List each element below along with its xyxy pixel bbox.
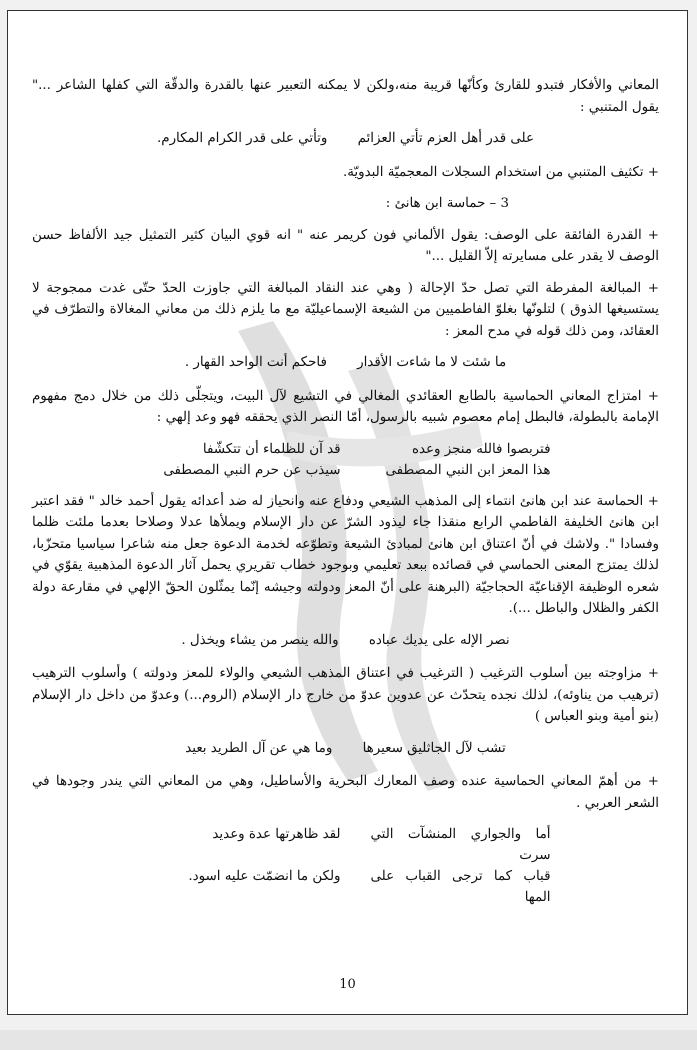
verse-line: [32, 128, 659, 150]
verse-hemistich: ما شئت لا ما شاءت الأقدار: [357, 355, 507, 370]
paragraph-bedouin-lexicon: + تكثيف المتنبي من استخدام السجلات المعجميّة البدويّة.: [342, 164, 659, 180]
verse-hemistich: قباب كما ترجى القباب على المها: [370, 869, 551, 905]
verse-hemistich: نصر الإله على يديك عباده: [368, 632, 510, 648]
verse-hemistich: ولكن ما انضمّت عليه اسود.: [188, 869, 341, 884]
verse-hemistich: سيذب عن حرم النبي المصطفى: [163, 462, 341, 478]
paragraph-description: + القدرة الفائقة على الوصف: يقول الألماني فون كريمر عنه " انه قوي البيان كثير التمثيل جيد الألفاظ حسن الوصف لا يقدر على مسايرته إلاّ القليل ...": [32, 227, 659, 264]
verse-line: [32, 352, 659, 374]
document-page: [7, 10, 688, 1015]
verse-hemistich: على قدر أهل العزم تأتي العزائم: [357, 131, 534, 146]
verse-hemistich: فتربصوا فالله منجز وعده: [412, 441, 551, 457]
viewer-bottom-bar: [0, 1030, 697, 1050]
verse-block: [32, 824, 659, 908]
paragraph-doctrine: + امتزاج المعاني الحماسية بالطابع العقائدي المغالي في التشيع لآل البيت، ويتجلّى ذلك من خلال دمج مفهوم الإمامة بالبطولة، فالبطل إمام معصوم شبيه بالرسول، أمّا النصر الذي يحققه فهو وعد إلهي :: [32, 388, 659, 425]
paragraph-intro: المعاني والأفكار فتبدو للقارئ وكأنّها قريبة منه،ولكن لا يمكنه التعبير عنها بالقدرة والدقّة التي كفلها الشاعر ..." يقول المتنبي :: [32, 78, 659, 115]
verse-hemistich: وتأتي على قدر الكرام المكارم.: [157, 131, 328, 146]
document-body: [32, 75, 659, 918]
verse-hemistich: لقد ظاهرتها عدة وعديد: [212, 827, 341, 842]
paragraph-persuasion: + مزاوجته بين أسلوب الترغيب ( الترغيب في اعتناق المذهب الشيعي والولاء للمعز ودولته ) وأسلوب الترهيب (ترهيب من يناوئه)، لذلك نجده يتحدّث عن عدوين عدوّ من خارج دار الإسلام (الروم...) وعدوّ من داخل دار الإسلام (بنو أمية وبنو العباس ): [32, 666, 659, 724]
verse-hemistich: قد آن للظلماء أن تتكشّفا: [202, 441, 341, 457]
verse-line: [32, 738, 659, 760]
verse-line: [32, 630, 659, 652]
verse-hemistich: تشب لآل الجاثليق سعيرها: [362, 740, 506, 756]
verse-hemistich: هذا المعز ابن النبي المصطفى: [385, 462, 551, 478]
verse-hemistich: فاحكم أنت الواحد القهار .: [184, 355, 327, 370]
verse-block: [32, 439, 659, 481]
paragraph-naval-battles: + من أهمّ المعاني الحماسية عنده وصف المعارك البحرية والأساطيل، وهي من المعاني التي يندر وجودها في الشعر العربي .: [32, 774, 659, 811]
paragraph-exaggeration: + المبالغة المفرطة التي تصل حدّ الإحالة ( وهي عند النقاد المبالغة التي جاوزت الحدّ حتّى غدت ممجوجة لا يستسيغها الذوق ) لتلونّها بغلوّ الفاطميين من الشيعة الإسماعيليّة مع ما يلزم ذلك من معاني المغالاة والتطرّف في العقائد، ومن ذلك قوله في مدح المعز :: [32, 280, 659, 339]
section-heading: 3 – حماسة ابن هانئ :: [385, 196, 509, 211]
page-number: 10: [339, 977, 356, 992]
verse-hemistich: والله ينصر من يشاء ويخذل .: [181, 632, 339, 648]
verse-hemistich: وما هي عن آل الطريد بعيد: [185, 740, 333, 756]
verse-hemistich: أما والجواري المنشآت التي سرت: [370, 827, 551, 863]
paragraph-shia-affiliation: + الحماسة عند ابن هانئ انتماء إلى المذهب الشيعي ودفاع عنه وانحياز له ضد أعدائه يقول أحمد خالد " فقد اعتبر ابن هانئ الخليفة الفاطمي الرابع منقذا جاء ليذود الشرّ عن دار الإسلام ويملأها عدلا وصلاحا بعدما ملئت ظلما وفسادا ". ولاشك في أنّ اعتناق ابن هانئ لمبادئ الشيعة وتطوّعه لخدمة الدعوة جعل منه شاعرا سياسيا متحزّبا، لذلك يمتزج المعنى الحماسي في قصائده ببعد تعليمي وبوجود خطاب تقريري يحمل آثار الدعوة المذهبية يقوّي في شعره الوظيفة الإقناعيّة الحجاجيّة (البرهنة على أنّ المعز ودولته وجيشه إنّما يمثّلون الحقّ الإلهي في مقارعة دولة الكفر والظلال والباطل ...).: [32, 493, 659, 616]
